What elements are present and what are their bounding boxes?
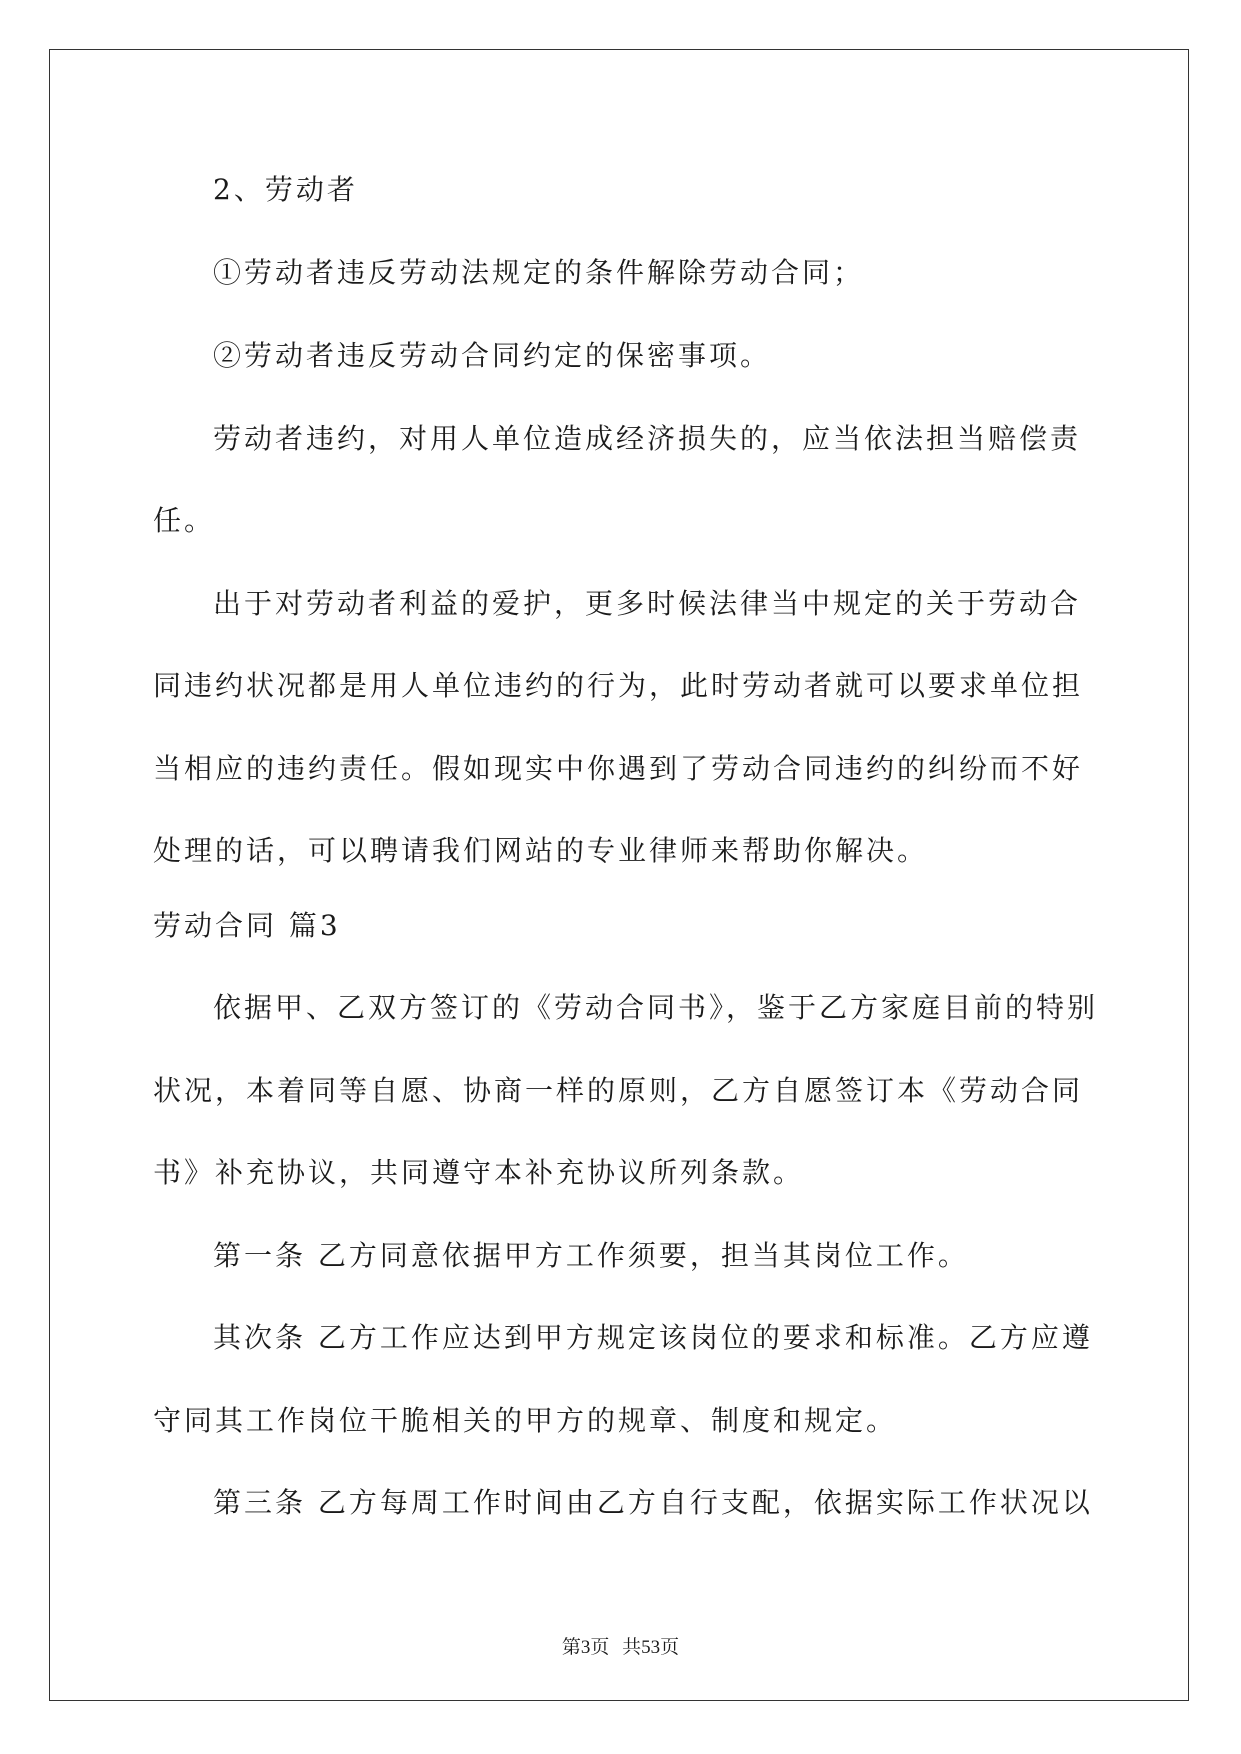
list-item-2: ②劳动者违反劳动合同约定的保密事项。: [213, 339, 772, 372]
paragraph-line: 同违约状况都是用人单位违约的行为，此时劳动者就可以要求单位担: [153, 669, 1084, 702]
paragraph-line: 书》补充协议，共同遵守本补充协议所列条款。: [153, 1156, 805, 1189]
paragraph-line: 守同其工作岗位干脆相关的甲方的规章、制度和规定。: [153, 1404, 898, 1437]
article-line: 第三条 乙方每周工作时间由乙方自行支配，依据实际工作状况以: [213, 1486, 1093, 1519]
article-line: 第一条 乙方同意依据甲方工作须要，担当其岗位工作。: [213, 1239, 969, 1272]
page-footer: [0, 1632, 1241, 1659]
section-heading-worker: 2、劳动者: [213, 173, 358, 206]
list-item-1: ①劳动者违反劳动法规定的条件解除劳动合同；: [213, 256, 865, 289]
paragraph-line: 出于对劳动者利益的爱护，更多时候法律当中规定的关于劳动合: [213, 587, 1082, 620]
page-border: [49, 49, 1189, 1701]
paragraph-line: 劳动者违约，对用人单位造成经济损失的，应当依法担当赔偿责: [213, 422, 1082, 455]
paragraph-line: 状况，本着同等自愿、协商一样的原则，乙方自愿签订本《劳动合同: [153, 1074, 1084, 1107]
paragraph-line: 处理的话，可以聘请我们网站的专业律师来帮助你解决。: [153, 834, 929, 867]
section-title: 劳动合同 篇3: [153, 909, 341, 942]
article-line: 其次条 乙方工作应达到甲方规定该岗位的要求和标准。乙方应遵: [213, 1321, 1093, 1354]
paragraph-line: 当相应的违约责任。假如现实中你遇到了劳动合同违约的纠纷而不好: [153, 752, 1084, 785]
page-total: 共53页: [622, 1637, 680, 1658]
paragraph-line: 依据甲、乙双方签订的《劳动合同书》，鉴于乙方家庭目前的特别: [213, 991, 1099, 1024]
page-number: 第3页: [561, 1637, 610, 1658]
paragraph-line: 任。: [153, 504, 216, 537]
